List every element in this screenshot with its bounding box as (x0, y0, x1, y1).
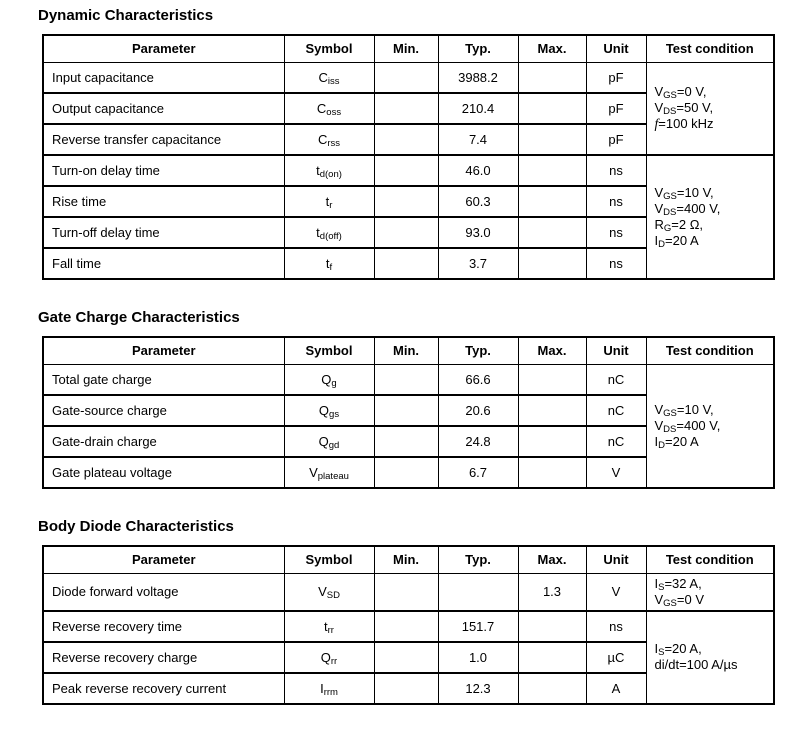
symbol-cell: $C_{iss}$ (284, 62, 374, 93)
typ-cell: 3988.2 (438, 62, 518, 93)
symbol-cell: $t_{d(on)}$ (284, 155, 374, 186)
param-cell: Diode forward voltage (43, 573, 284, 611)
section-title: Dynamic Characteristics (38, 7, 214, 24)
column-header-parameter: Parameter (43, 337, 284, 364)
max-cell (518, 457, 586, 488)
max-cell (518, 673, 586, 704)
min-cell (374, 62, 438, 93)
column-header-max: Max. (518, 546, 586, 573)
symbol-cell: $t_f$ (284, 248, 374, 279)
table-row (43, 573, 774, 611)
column-header-parameter: Parameter (43, 546, 284, 573)
column-header-unit: Unit (586, 35, 646, 62)
section-title: Gate Charge Characteristics (38, 309, 240, 326)
min-cell (374, 217, 438, 248)
param-cell: Reverse recovery time (43, 611, 284, 642)
max-cell (518, 248, 586, 279)
test-condition-cell: $V_{GS}=10$ V, $V_{DS}=400$ V, $R_G=2$ Ω, $I_D=20$ A (646, 155, 774, 279)
column-header-unit: Unit (586, 337, 646, 364)
typ-cell (438, 573, 518, 611)
column-header-min: Min. (374, 546, 438, 573)
unit-cell: ns (586, 248, 646, 279)
param-cell: Gate-drain charge (43, 426, 284, 457)
table-row (43, 62, 774, 93)
max-cell: 1.3 (518, 573, 586, 611)
unit-cell: A (586, 673, 646, 704)
unit-cell: nC (586, 395, 646, 426)
max-cell (518, 611, 586, 642)
column-header-min: Min. (374, 35, 438, 62)
column-header-parameter: Parameter (43, 35, 284, 62)
symbol-cell: $Q_{gs}$ (284, 395, 374, 426)
min-cell (374, 573, 438, 611)
unit-cell: nC (586, 364, 646, 395)
min-cell (374, 364, 438, 395)
column-header-test-condition: Test condition (646, 337, 774, 364)
min-cell (374, 248, 438, 279)
unit-cell: ns (586, 611, 646, 642)
min-cell (374, 673, 438, 704)
section-title: Body Diode Characteristics (38, 518, 234, 535)
min-cell (374, 642, 438, 673)
unit-cell: pF (586, 93, 646, 124)
unit-cell: µC (586, 642, 646, 673)
column-header-max: Max. (518, 337, 586, 364)
header-row (43, 337, 774, 364)
section-body-diode-characteristics (38, 518, 805, 705)
body-diode-characteristics-table (42, 545, 775, 705)
max-cell (518, 217, 586, 248)
symbol-cell: $Q_{gd}$ (284, 426, 374, 457)
symbol-cell: $t_{d(off)}$ (284, 217, 374, 248)
typ-cell: 60.3 (438, 186, 518, 217)
symbol-cell: $Q_{rr}$ (284, 642, 374, 673)
test-condition-cell: $I_S=32$ A, $V_{GS}=0$ V (646, 573, 774, 611)
param-cell: Rise time (43, 186, 284, 217)
max-cell (518, 62, 586, 93)
column-header-min: Min. (374, 337, 438, 364)
param-cell: Input capacitance (43, 62, 284, 93)
unit-cell: ns (586, 155, 646, 186)
max-cell (518, 364, 586, 395)
unit-cell: pF (586, 62, 646, 93)
max-cell (518, 426, 586, 457)
unit-cell: V (586, 573, 646, 611)
min-cell (374, 611, 438, 642)
unit-cell: nC (586, 426, 646, 457)
typ-cell: 46.0 (438, 155, 518, 186)
param-cell: Output capacitance (43, 93, 284, 124)
param-cell: Reverse recovery charge (43, 642, 284, 673)
symbol-cell: $Q_g$ (284, 364, 374, 395)
max-cell (518, 155, 586, 186)
typ-cell: 151.7 (438, 611, 518, 642)
param-cell: Turn-off delay time (43, 217, 284, 248)
dynamic-characteristics-table (42, 34, 775, 280)
min-cell (374, 395, 438, 426)
header-row (43, 546, 774, 573)
typ-cell: 6.7 (438, 457, 518, 488)
param-cell: Fall time (43, 248, 284, 279)
symbol-cell: $V_{SD}$ (284, 573, 374, 611)
section-gate-charge-characteristics (38, 309, 805, 489)
test-condition-cell: $V_{GS}=10$ V, $V_{DS}=400$ V, $I_D=20$ A (646, 364, 774, 488)
table-row (43, 155, 774, 186)
symbol-cell: $I_{rrm}$ (284, 673, 374, 704)
typ-cell: 12.3 (438, 673, 518, 704)
typ-cell: 1.0 (438, 642, 518, 673)
typ-cell: 93.0 (438, 217, 518, 248)
param-cell: Gate-source charge (43, 395, 284, 426)
min-cell (374, 426, 438, 457)
param-cell: Gate plateau voltage (43, 457, 284, 488)
column-header-max: Max. (518, 35, 586, 62)
max-cell (518, 642, 586, 673)
min-cell (374, 186, 438, 217)
column-header-typ: Typ. (438, 337, 518, 364)
param-cell: Reverse transfer capacitance (43, 124, 284, 155)
unit-cell: V (586, 457, 646, 488)
param-cell: Total gate charge (43, 364, 284, 395)
symbol-cell: $t_r$ (284, 186, 374, 217)
symbol-cell: $C_{rss}$ (284, 124, 374, 155)
column-header-symbol: Symbol (284, 35, 374, 62)
param-cell: Turn-on delay time (43, 155, 284, 186)
typ-cell: 7.4 (438, 124, 518, 155)
column-header-typ: Typ. (438, 546, 518, 573)
min-cell (374, 124, 438, 155)
symbol-cell: $V_{plateau}$ (284, 457, 374, 488)
header-row (43, 35, 774, 62)
symbol-cell: $t_{rr}$ (284, 611, 374, 642)
typ-cell: 20.6 (438, 395, 518, 426)
unit-cell: ns (586, 186, 646, 217)
max-cell (518, 395, 586, 426)
gate-charge-characteristics-table (42, 336, 775, 489)
column-header-test-condition: Test condition (646, 546, 774, 573)
symbol-cell: $C_{oss}$ (284, 93, 374, 124)
max-cell (518, 186, 586, 217)
typ-cell: 3.7 (438, 248, 518, 279)
table-row (43, 611, 774, 642)
table-row (43, 364, 774, 395)
column-header-symbol: Symbol (284, 546, 374, 573)
typ-cell: 24.8 (438, 426, 518, 457)
unit-cell: pF (586, 124, 646, 155)
column-header-test-condition: Test condition (646, 35, 774, 62)
unit-cell: ns (586, 217, 646, 248)
test-condition-cell: $V_{GS}=0$ V, $V_{DS}=50$ V, f=100 kHz (646, 62, 774, 155)
max-cell (518, 93, 586, 124)
typ-cell: 66.6 (438, 364, 518, 395)
min-cell (374, 457, 438, 488)
max-cell (518, 124, 586, 155)
typ-cell: 210.4 (438, 93, 518, 124)
section-dynamic-characteristics (38, 7, 805, 280)
min-cell (374, 93, 438, 124)
column-header-unit: Unit (586, 546, 646, 573)
param-cell: Peak reverse recovery current (43, 673, 284, 704)
test-condition-cell: $I_S=20$ A, di/dt=100 A/µs (646, 611, 774, 704)
min-cell (374, 155, 438, 186)
column-header-symbol: Symbol (284, 337, 374, 364)
column-header-typ: Typ. (438, 35, 518, 62)
